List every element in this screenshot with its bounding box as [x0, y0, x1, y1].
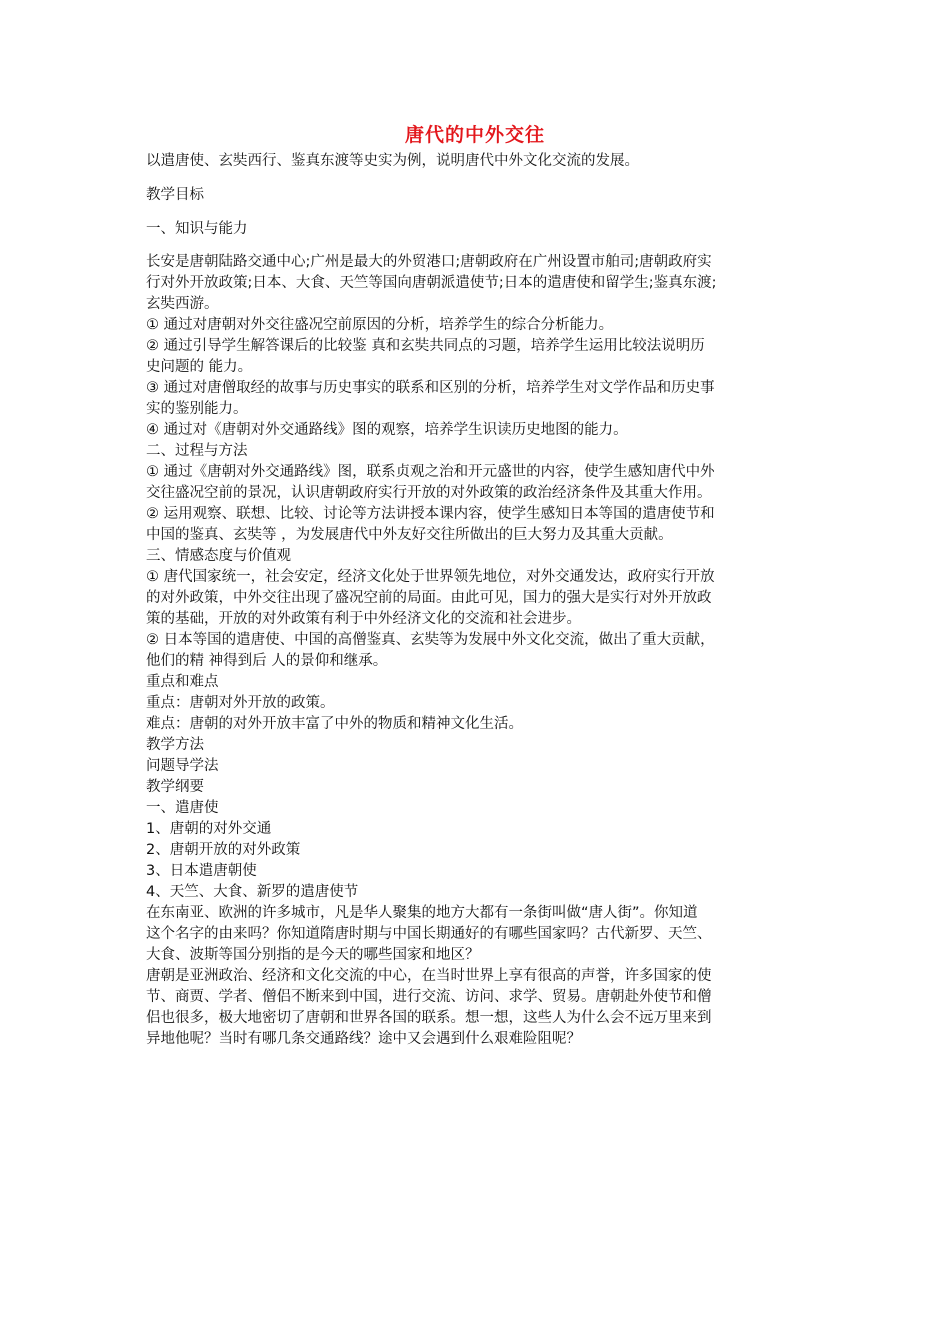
- paragraph-tang-center: 唐朝是亚洲政治、经济和文化交流的中心，在当时世界上享有很高的声誉，许多国家的使: [146, 968, 712, 984]
- knowledge-line: 玄奘西游。: [146, 296, 219, 312]
- ability-item-2: ② 通过引导学生解答课后的比较鉴 真和玄奘共同点的习题，培养学生运用比较法说明历: [146, 338, 705, 354]
- ability-item-1: ① 通过对唐朝对外交往盛况空前原因的分析，培养学生的综合分析能力。: [146, 317, 614, 333]
- process-item-1: 交往盛况空前的景况，认识唐朝政府实行开放的对外政策的政治经济条件及其重大作用。: [146, 485, 712, 501]
- heading-emotion-values: 三、情感态度与价值观: [146, 548, 291, 564]
- outline-item: 1、唐朝的对外交通: [146, 821, 272, 837]
- heading-key-difficult: 重点和难点: [146, 674, 219, 690]
- paragraph-tangren-street: 这个名字的由来吗？你知道隋唐时期与中国长期通好的有哪些国家吗？古代新罗、天竺、: [146, 926, 712, 942]
- process-item-1: ① 通过《唐朝对外交通路线》图，联系贞观之治和开元盛世的内容，使学生感知唐代中外: [146, 464, 715, 480]
- heading-teaching-outline: 教学纲要: [146, 779, 204, 795]
- difficult-point: 难点：唐朝的对外开放丰富了中外的物质和精神文化生活。: [146, 716, 523, 732]
- outline-item: 一、遣唐使: [146, 800, 219, 816]
- knowledge-line: 行对外开放政策;日本、大食、天竺等国向唐朝派遣使节;日本的遣唐使和留学生;鉴真东渡;: [146, 275, 717, 291]
- ability-item-3: ③ 通过对唐僧取经的故事与历史事实的联系和区别的分析，培养学生对文学作品和历史事: [146, 380, 715, 396]
- knowledge-line: 长安是唐朝陆路交通中心;广州是最大的外贸港口;唐朝政府在广州设置市舶司;唐朝政府实: [146, 254, 712, 270]
- key-point: 重点：唐朝对外开放的政策。: [146, 695, 335, 711]
- intro-text: 以遣唐使、玄奘西行、鉴真东渡等史实为例，说明唐代中外文化交流的发展。: [146, 153, 639, 169]
- heading-teaching-method: 教学方法: [146, 737, 204, 753]
- paragraph-tangren-street: 在东南亚、欧洲的许多城市，凡是华人聚集的地方大都有一条街叫做“唐人街”。你知道: [146, 905, 698, 921]
- outline-item: 2、唐朝开放的对外政策: [146, 842, 301, 858]
- outline-item: 4、天竺、大食、新罗的遣唐使节: [146, 884, 359, 900]
- outline-item: 3、日本遣唐朝使: [146, 863, 257, 879]
- process-item-2: ② 运用观察、联想、比较、讨论等方法讲授本课内容，使学生感知日本等国的遣唐使节和: [146, 506, 715, 522]
- paragraph-tang-center: 节、商贾、学者、僧侣不断来到中国，进行交流、访问、求学、贸易。唐朝赴外使节和僧: [146, 989, 712, 1005]
- document-title: 唐代的中外交往: [404, 124, 545, 146]
- heading-teaching-goals: 教学目标: [146, 187, 204, 203]
- emotion-item-2: ② 日本等国的遣唐使、中国的高僧鉴真、玄奘等为发展中外文化交流，做出了重大贡献，: [146, 632, 715, 648]
- emotion-item-1: ① 唐代国家统一，社会安定，经济文化处于世界领先地位，对外交通发达，政府实行开放: [146, 569, 715, 585]
- paragraph-tangren-street: 大食、波斯等国分别指的是今天的哪些国家和地区？: [146, 947, 480, 963]
- teaching-method: 问题导学法: [146, 758, 219, 774]
- ability-item-2: 史问题的 能力。: [146, 359, 253, 375]
- document-body: [146, 151, 816, 1050]
- paragraph-tang-center: 侣也很多，极大地密切了唐朝和世界各国的联系。想一想，这些人为什么会不远万里来到: [146, 1010, 712, 1026]
- heading-knowledge-ability: 一、知识与能力: [146, 221, 248, 237]
- heading-process-method: 二、过程与方法: [146, 443, 248, 459]
- ability-item-4: ④ 通过对《唐朝对外交通路线》图的观察，培养学生识读历史地图的能力。: [146, 422, 628, 438]
- emotion-item-2: 他们的精 神得到后 人的景仰和继承。: [146, 653, 388, 669]
- paragraph-tang-center: 异地他呢？当时有哪几条交通路线？途中又会遇到什么艰难险阻呢？: [146, 1031, 581, 1047]
- ability-item-3: 实的鉴别能力。: [146, 401, 248, 417]
- emotion-item-1: 的对外政策，中外交往出现了盛况空前的局面。由此可见，国力的强大是实行对外开放政: [146, 590, 712, 606]
- process-item-2: 中国的鉴真、玄奘等 ，为发展唐代中外友好交往所做出的巨大努力及其重大贡献。: [146, 527, 673, 543]
- emotion-item-1: 策的基础，开放的对外政策有利于中外经济文化的交流和社会进步。: [146, 611, 581, 627]
